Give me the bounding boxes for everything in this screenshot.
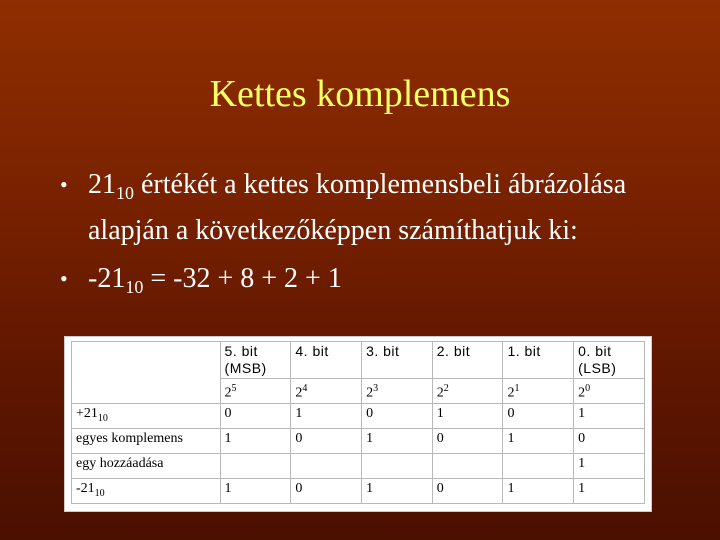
power-cell	[220, 379, 291, 404]
bit-cell	[220, 453, 291, 478]
header-cell	[503, 342, 574, 379]
bit-cell: 0	[291, 428, 362, 453]
row-label	[72, 478, 221, 503]
power-base: 2	[507, 385, 515, 401]
bit-cell	[291, 453, 362, 478]
power-base: 2	[436, 385, 444, 401]
power-exponent: 4	[302, 383, 308, 394]
table-row	[72, 478, 645, 503]
bullet-dot-icon: •	[60, 172, 68, 197]
bullet-item	[60, 260, 700, 306]
power-cell	[503, 379, 574, 404]
bit-cell: 1	[291, 403, 362, 428]
header-bit-note: (LSB)	[578, 360, 617, 376]
header-cell	[220, 342, 291, 379]
header-cell	[362, 342, 433, 379]
bit-cell: 0	[220, 403, 291, 428]
power-base: 2	[578, 385, 586, 401]
header-cell	[291, 342, 362, 379]
row-label-text: +21	[76, 405, 98, 421]
power-cell	[574, 379, 645, 404]
table-corner-cell	[72, 342, 221, 404]
power-exponent: 3	[373, 383, 379, 394]
bit-cell: 1	[362, 478, 433, 503]
bit-cell: 1	[503, 478, 574, 503]
power-exponent: 1	[514, 383, 520, 394]
header-bit-label: 5. bit	[224, 343, 258, 359]
bit-cell: 0	[362, 403, 433, 428]
bit-cell: 1	[220, 478, 291, 503]
bullet-item	[60, 166, 700, 250]
header-bit-label: 1. bit	[507, 343, 541, 359]
power-cell	[291, 379, 362, 404]
bullet-text: = -32 + 8 + 2 + 1	[143, 263, 342, 294]
bullet-dot-icon: •	[60, 266, 68, 291]
header-bit-label: 3. bit	[366, 343, 400, 359]
bit-cell: 1	[574, 453, 645, 478]
header-bit-label: 0. bit	[578, 343, 612, 359]
bullet-list	[60, 166, 700, 316]
table-row	[72, 403, 645, 428]
power-cell	[432, 379, 503, 404]
slide-title: Kettes komplemens	[209, 73, 511, 115]
power-exponent: 0	[585, 383, 591, 394]
power-exponent: 2	[443, 383, 449, 394]
bit-cell: 0	[432, 428, 503, 453]
bullet-number: 21	[88, 169, 116, 200]
bullet-number: -21	[88, 263, 126, 294]
row-label-text: egyes komplemens	[76, 430, 183, 446]
header-bit-note: (MSB)	[224, 360, 267, 376]
bit-table	[71, 341, 645, 504]
header-bit-label: 4. bit	[295, 343, 329, 359]
bullet-number-subscript: 10	[125, 277, 144, 297]
row-label	[72, 453, 221, 478]
bit-cell: 0	[503, 403, 574, 428]
power-exponent: 5	[231, 383, 237, 394]
row-label-subscript: 10	[97, 412, 108, 424]
header-cell	[574, 342, 645, 379]
bullet-text: értékét a kettes komplemensbeli ábrázolása alapján a következőképpen számíthatjuk ki:	[88, 169, 627, 246]
bit-cell: 0	[574, 428, 645, 453]
row-label-text: egy hozzáadása	[76, 455, 164, 471]
table-row	[72, 453, 645, 478]
bit-table-container	[64, 336, 652, 512]
header-cell	[432, 342, 503, 379]
header-bit-label: 2. bit	[436, 343, 471, 359]
power-base: 2	[366, 385, 374, 401]
bit-cell: 0	[291, 478, 362, 503]
bit-cell: 0	[432, 478, 503, 503]
table-header-row	[72, 342, 645, 379]
bit-cell: 1	[362, 428, 433, 453]
power-cell	[362, 379, 433, 404]
row-label	[72, 428, 221, 453]
row-label	[72, 403, 221, 428]
bit-cell	[503, 453, 574, 478]
bit-cell	[432, 453, 503, 478]
bit-cell	[362, 453, 433, 478]
bit-cell: 1	[574, 478, 645, 503]
table-row	[72, 428, 645, 453]
power-base: 2	[295, 385, 303, 401]
bullet-number-subscript: 10	[116, 183, 134, 203]
bit-cell: 1	[503, 428, 574, 453]
row-label-subscript: 10	[94, 487, 105, 499]
row-label-text: -21	[76, 480, 95, 496]
bit-cell: 1	[432, 403, 503, 428]
bit-cell: 1	[220, 428, 291, 453]
power-base: 2	[224, 385, 232, 401]
bit-cell: 1	[574, 403, 645, 428]
